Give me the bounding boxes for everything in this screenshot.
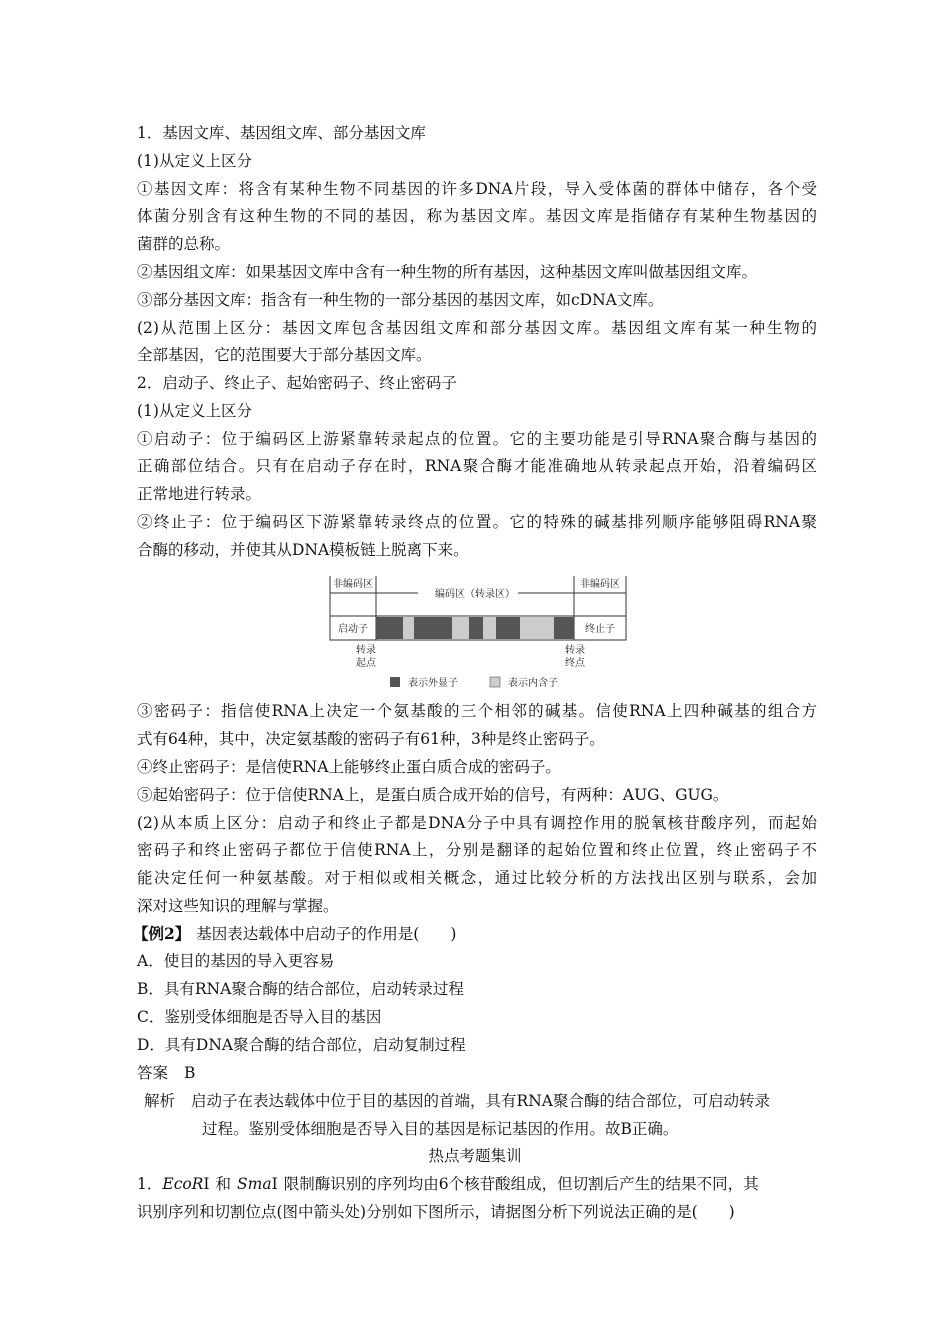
- paragraph-line: 式有64种，其中，决定氨基酸的密码子有61种，3种是终止密码子。: [137, 730, 605, 748]
- exon-block: [469, 617, 483, 639]
- paragraph-line: 合酶的移动，并使其从DNA模板链上脱离下来。: [137, 541, 469, 559]
- gene-structure-diagram: [328, 573, 628, 693]
- paragraph-line: 能决定任何一种氨基酸。对于相似或相关概念，通过比较分析的方法找出区别与联系，会加: [137, 869, 817, 887]
- exon-block: [376, 617, 403, 639]
- example-label: 【例2】: [133, 924, 191, 943]
- enzyme-ecori: EcoR: [162, 1175, 204, 1193]
- example-question-text: 基因表达载体中启动子的作用是( ): [196, 925, 457, 943]
- paragraph-line: ⑤起始密码子：位于信使RNA上，是蛋白质合成开始的信号，有两种：AUG、GUG。: [137, 786, 729, 804]
- option-d: D．具有DNA聚合酶的结合部位，启动复制过程: [137, 1036, 466, 1054]
- paragraph-line: ④终止密码子：是信使RNA上能够终止蛋白质合成的密码子。: [137, 758, 561, 776]
- option-b: B．具有RNA聚合酶的结合部位，启动转录过程: [137, 980, 464, 998]
- section-heading-hot: 热点考题集训: [428, 1147, 522, 1165]
- option-a: A．使目的基因的导入更容易: [137, 952, 335, 970]
- label-promoter: 启动子: [338, 624, 368, 635]
- conjunction: 和: [215, 1175, 232, 1193]
- roman-numeral: Ⅰ: [203, 1175, 210, 1193]
- label-tes-1: 转录: [565, 645, 585, 656]
- example-question: [133, 924, 813, 944]
- paragraph-line: (2)从本质上区分：启动子和终止子都是DNA分子中具有调控作用的脱氧核苷酸序列，而起始: [137, 814, 817, 832]
- exon-block: [414, 617, 452, 639]
- paragraph-line: ②基因组文库：如果基因文库中含有一种生物的所有基因，这种基因文库叫做基因组文库。: [137, 263, 758, 281]
- paragraph-line: 深对这些知识的理解与掌握。: [137, 897, 339, 915]
- paragraph-line: ②终止子：位于编码区下游紧靠转录终点的位置。它的特殊的碱基排列顺序能够阻碍RNA聚: [137, 513, 817, 531]
- answer-label: 答案: [137, 1064, 169, 1082]
- label-noncoding-left: 非编码区: [333, 579, 373, 590]
- legend-intron-swatch: [490, 677, 500, 687]
- paragraph-line: 全部基因，它的范围要大于部分基因文库。: [137, 346, 432, 364]
- answer-value: B: [184, 1064, 196, 1082]
- intron-block: [403, 617, 414, 639]
- section-1-title: 1．基因文库、基因组文库、部分基因文库: [137, 124, 426, 142]
- analysis-text: 启动子在表达载体中位于目的基因的首端，具有RNA聚合酶的结合部位，可启动转录: [191, 1092, 770, 1110]
- paragraph-line: ①启动子：位于编码区上游紧靠转录起点的位置。它的主要功能是引导RNA聚合酶与基因的: [137, 430, 817, 448]
- roman-numeral: Ⅰ: [271, 1175, 278, 1193]
- question-number: 1．: [137, 1175, 163, 1193]
- legend-exon-swatch: [390, 677, 400, 687]
- analysis-label: 解析: [144, 1092, 176, 1110]
- paragraph-line: 正确部位结合。只有在启动子存在时，RNA聚合酶才能准确地从转录起点开始，沿着编码区: [137, 457, 817, 475]
- enzyme-smai: Sma: [237, 1175, 272, 1193]
- paragraph-line: ③密码子：指信使RNA上决定一个氨基酸的三个相邻的碱基。信使RNA上四种碱基的组合方: [137, 702, 817, 720]
- exon-block: [496, 617, 520, 639]
- analysis-line: [144, 1091, 824, 1111]
- section-1-subheading: (1)从定义上区分: [137, 152, 252, 170]
- label-coding-region: 编码区（转录区）: [435, 589, 515, 600]
- paragraph-line: ①基因文库：将含有某种生物不同基因的许多DNA片段，导入受体菌的群体中储存，各个受: [137, 180, 817, 198]
- label-terminator: 终止子: [585, 624, 615, 635]
- label-tss-1: 转录: [356, 645, 376, 656]
- question-text: 限制酶识别的序列均由6个核苷酸组成，但切割后产生的结果不同，其: [283, 1175, 759, 1193]
- paragraph-line: 密码子和终止密码子都位于信使RNA上，分别是翻译的起始位置和终止位置，终止密码子不: [137, 841, 817, 859]
- question-1-line-1: [137, 1174, 817, 1194]
- paragraph-line: 正常地进行转录。: [137, 485, 262, 503]
- legend-exon-label: 表示外显子: [408, 678, 458, 689]
- analysis-line-2: 过程。鉴别受体细胞是否导入目的基因是标记基因的作用。故B正确。: [202, 1120, 679, 1138]
- paragraph-line: 体菌分别含有这种生物的不同的基因，称为基因文库。基因文库是指储存有某种生物基因的: [137, 207, 817, 225]
- option-c: C．鉴别受体细胞是否导入目的基因: [137, 1008, 382, 1026]
- label-noncoding-right: 非编码区: [580, 579, 620, 590]
- answer-line: [137, 1063, 817, 1083]
- intron-block: [520, 617, 554, 639]
- paragraph-line: (2)从范围上区分：基因文库包含基因组文库和部分基因文库。基因组文库有某一种生物的: [137, 319, 817, 337]
- question-1-line-2: 识别序列和切割位点(图中箭头处)分别如下图所示，请据图分析下列说法正确的是( ): [137, 1203, 735, 1221]
- paragraph-line: 菌群的总称。: [137, 235, 231, 253]
- exon-block: [554, 617, 574, 639]
- legend-intron-label: 表示内含子: [508, 678, 558, 689]
- section-2-title: 2．启动子、终止子、起始密码子、终止密码子: [137, 374, 457, 392]
- paragraph-line: ③部分基因文库：指含有一种生物的一部分基因的基因文库，如cDNA文库。: [137, 291, 664, 309]
- intron-block: [483, 617, 496, 639]
- label-tss-2: 起点: [356, 658, 376, 669]
- label-tes-2: 终点: [565, 658, 585, 669]
- intron-block: [452, 617, 469, 639]
- section-2-subheading: (1)从定义上区分: [137, 402, 252, 420]
